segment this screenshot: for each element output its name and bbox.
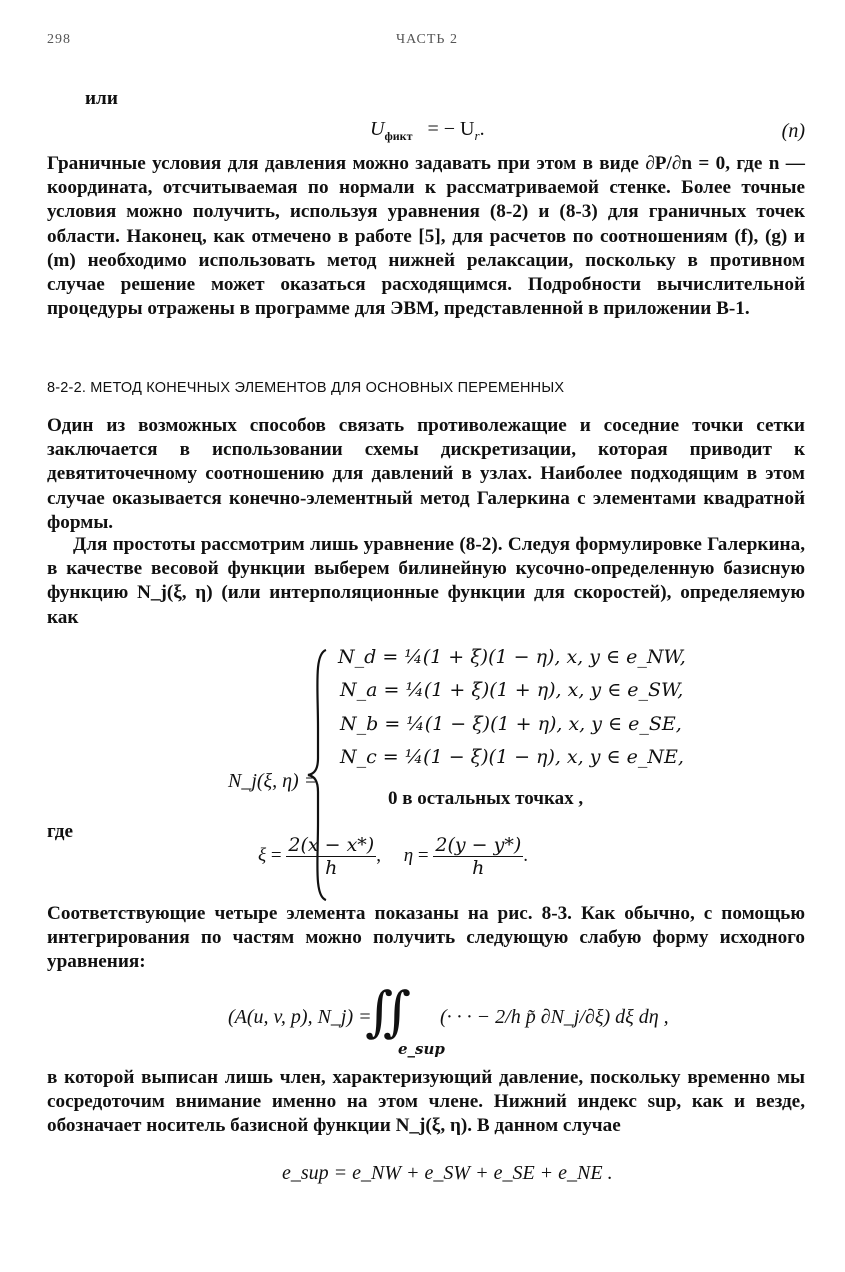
running-title: ЧАСТЬ 2 (396, 32, 458, 47)
weak-form-lhs: (A(u, v, p), N_j) = (228, 1006, 372, 1028)
eta-denominator: h (472, 857, 485, 879)
paragraph-weak-form: Соответствующие четыре элемента показаны на рис. 8-3. Как обычно, с помощью интегрирования по частям можно получить следующую слабую форму исходного уравнения: (47, 903, 805, 973)
double-integral-icon: ∬ (365, 980, 411, 1043)
piecewise-case-na: N_a = ¼(1 + ξ)(1 + η), x, y ∈ e_SW, (340, 679, 684, 701)
xi-eta-definitions: ξ = $\frac{2(x - x*)}{h}$ , η = $\frac{2(y - y*)}{h}$ . (258, 834, 528, 879)
piecewise-case-nd: N_d = ¼(1 + ξ)(1 − η), x, y ∈ e_NW, (338, 646, 686, 668)
eta-fraction (433, 834, 523, 879)
eq-n-lhs-sub: фикт (384, 129, 413, 143)
word-gde: где (47, 821, 73, 842)
piecewise-case-nc: N_c = ¼(1 − ξ)(1 − η), x, y ∈ e_NE, (340, 746, 684, 768)
eta-numerator: 2(y − y*) (435, 834, 522, 856)
weak-form-integrand: (· · · − 2/h p̃ ∂N_j/∂ξ) dξ dη , (440, 1006, 669, 1028)
paragraph-galerkin: Для простоты рассмотрим лишь уравнение (8-2). Следуя формулировке Галеркина, в качестве весовой функции выберем билинейную кусочно-определенную базисную функцию N_j(ξ, η) (или интерполяционные функции для скоростей), определяемую как (47, 534, 805, 628)
paragraph-discretization: Один из возможных способов связать противолежащие и соседние точки сетки заключается в использовании схемы дискретизации, которая приводит к девятиточечному соотношению для давлений в узлах. Наиболее подходящим в этом случае оказывается конечно-элементный метод Галеркина с элементами квадратной формы. (47, 415, 805, 533)
paragraph-boundary-conditions: Граничные условия для давления можно задавать при этом в виде ∂P/∂n = 0, где n — координата, отсчитываемая по нормали к рассматриваемой стенке. Более точные условия можно получить, используя уравнения (8-2) и (8-3) для граничных точек области. Наконец, как отмечено в работе [5], для расчетов по соотношениям (f), (g) и (m) необходимо использовать метод нижней релаксации, поскольку в противном случае решение может оказаться расходящимся. Подробности вычислительной процедуры отражены в программе для ЭВМ, представленной в приложении В-1. (47, 153, 805, 320)
esup-equation: e_sup = e_NW + e_SW + e_SE + e_NE . (282, 1162, 613, 1184)
equation-number-n: (n) (781, 120, 805, 142)
piecewise-case-nb: N_b = ¼(1 − ξ)(1 + η), x, y ∈ e_SE, (340, 713, 682, 735)
eq-n-lhs: U (370, 118, 385, 140)
eq-n-rhs-sub: r (474, 128, 480, 143)
piecewise-otherwise: 0 в остальных точках , (388, 788, 584, 809)
xi-numerator: 2(x − x*) (288, 834, 375, 856)
xi-fraction (286, 834, 376, 879)
xi-denominator: h (325, 857, 338, 879)
page-number: 298 (47, 32, 71, 47)
word-ili: или (85, 88, 118, 109)
integral-domain: e_sup (398, 1040, 445, 1058)
section-heading: 8-2-2. МЕТОД КОНЕЧНЫХ ЭЛЕМЕНТОВ ДЛЯ ОСНОВНЫХ ПЕРЕМЕННЫХ (47, 380, 565, 396)
equation-n (370, 118, 485, 144)
piecewise-lhs: N_j(ξ, η) = (228, 770, 318, 792)
paragraph-pressure-term: в которой выписан лишь член, характеризующий давление, поскольку временно мы сосредоточим внимание именно на этом члене. Нижний индекс sup, как и везде, обозначает носитель базисной функции N_j(ξ, η). В данном случае (47, 1067, 805, 1137)
eq-n-end: . (479, 118, 485, 140)
eq-n-rhs: = − U (427, 118, 475, 140)
